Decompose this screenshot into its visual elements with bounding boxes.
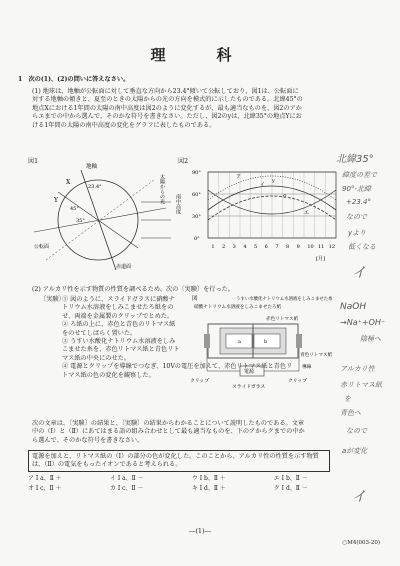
figure-2-chart (176, 164, 346, 264)
choice-o: オ Ⅰ c、Ⅱ ＋ (28, 485, 62, 492)
experiment-steps (62, 296, 293, 380)
apparatus-glass: スライドガラス (232, 385, 266, 390)
fig1-sun-label: 太陽からの光 (159, 174, 165, 204)
fig2-series-u: ウ (282, 194, 288, 200)
choice-ka: カ Ⅰ c、Ⅱ － (109, 485, 144, 492)
apparatus-b: b (264, 339, 268, 345)
handwritten-litmus: 赤リトマス紙 (340, 381, 382, 389)
handwritten-note-1: 緯度の差で (342, 171, 377, 179)
apparatus-clip-left: クリップ (190, 379, 209, 384)
handwritten-a-changes: aが変化 (342, 447, 368, 455)
fig2-ytick-90: 90° (192, 170, 201, 176)
handwritten-note-3: +23.4° (346, 198, 371, 206)
fig1-point-y: Y (54, 197, 58, 204)
fig1-axis-label: 地軸 (86, 164, 98, 170)
choice-a: ア Ⅰ a、Ⅱ ＋ (28, 475, 62, 482)
handwritten-note-2: 90°-北緯 (342, 185, 371, 193)
fig2-xtick: 1 (211, 244, 215, 250)
apparatus-clip-right: クリップ (288, 379, 307, 384)
fig1-angle-45: 45° (70, 206, 79, 212)
question-1-1-text: (1) 地球は、地軸が公転面に対して垂直な方向から23.4°傾いて公転しており、図1は、公転面に対する地軸の傾きと、夏至のときの太陽からの光の方向を模式的に示したものである。北緯45°の地点Xにおける1年間の太陽の南中高度は図2のように変化するが、最も適当なものを、図2のアからエまでの中から選んで、そのかな符号を書きなさい。ただし、図2のyは、北緯35°の地点Yにおける1年間の太陽の南中高度の変化をグラフに表したものである。 (32, 88, 303, 129)
handwritten-answer-2: イ (352, 489, 366, 505)
fig2-xtick: 11 (318, 244, 325, 250)
handwritten-n35: 北緯35° (336, 154, 374, 165)
choice-e: エ Ⅰ b、Ⅱ － (273, 475, 308, 482)
experiment-step-3: ③ うすい水酸化ナトリウム水溶液をしみこませた糸を、赤色リトマス紙と青色リトマス紙の中央にのせた。 (62, 338, 180, 362)
question-1-2-text: (2) アルカリ性を示す物質の性質を調べるため、次の〔実験〕を行った。 (32, 286, 235, 293)
fig2-ytick-0: 0° (194, 236, 200, 242)
experiment-apparatus (190, 294, 333, 390)
handwritten-blue: 青色へ (340, 409, 361, 417)
choice-u: ウ Ⅰ b、Ⅱ ＋ (191, 475, 226, 482)
apparatus-fig-label: 図 (192, 296, 198, 302)
page-title: 理 科 (150, 46, 250, 64)
fig2-xtick: 7 (275, 244, 279, 250)
fig2-xtick: 6 (264, 244, 268, 250)
fig2-xtick: 9 (296, 244, 300, 250)
fig2-series-a: ア (236, 174, 242, 180)
handwritten-cathode: 陰極へ (360, 335, 381, 343)
fig2-series-e: エ (304, 210, 310, 216)
choice-ki: キ Ⅰ d、Ⅱ ＋ (191, 485, 226, 492)
fig2-ytick-30: 30° (192, 214, 201, 220)
fig2-xtick: 8 (286, 244, 290, 250)
fig1-angle-35: 35° (76, 218, 85, 224)
fig1-equator-label: 赤道面 (116, 264, 132, 270)
handwritten-ions: →Na⁺+OH⁻ (340, 318, 386, 327)
fig2-xtick: 2 (222, 244, 226, 250)
choice-i: イ Ⅰ a、Ⅱ － (109, 475, 144, 482)
apparatus-paper-label: 硝酸ナトリウム水溶液をしみこませたろ紙 (194, 305, 282, 310)
answer-statement-text: 電源を加えと、リトマス紙の（Ⅰ）の部分の色が変化した。このことから、アルカリ性の性質を示す物質は、（Ⅱ）の電気をもったイオンであると考えられる。 (32, 453, 319, 469)
fig2-ytick-60: 60° (192, 192, 201, 198)
handwritten-naoh: NaOH (340, 302, 367, 312)
apparatus-red-label: 赤色リトマス紙 (266, 317, 299, 322)
handwritten-note-5: yより (348, 229, 367, 237)
apparatus-thread-label: うすい水酸化ナトリウム水溶液をしみこませた糸 (236, 297, 333, 302)
fig2-series-i: イ (260, 182, 266, 188)
experiment-step-1: ① 図のように、スライドガラスに硝酸ナトリウム水溶液をしみこませたろ紙をのせ、両端を金属製のクリップでとめた。 (62, 296, 175, 320)
exam-code: ○M4(003-20) (342, 540, 380, 546)
fig2-xtick: 3 (232, 244, 236, 250)
handwritten-answer-1: イ (352, 265, 366, 281)
experiment-label: 〔実験〕 (40, 296, 65, 303)
fig2-y-curve-label: y (272, 178, 275, 184)
handwritten-note-6: 低くなる (348, 243, 376, 251)
apparatus-blue-label: 青色リトマス紙 (300, 353, 333, 358)
apparatus-a: a (238, 339, 241, 345)
page-number: ―(1)― (188, 527, 212, 535)
figure-1-label: 図1 (28, 158, 39, 165)
fig1-orbit-label: 公転面 (34, 244, 50, 250)
figure-2-label: 図2 (178, 158, 189, 165)
figure-1-diagram (26, 162, 176, 272)
apparatus-power: 電源 (244, 369, 255, 375)
result-text: 次の文章は、〔実験〕の結果と、〔実験〕の結果からわかることについて説明したものである。文章中の（Ⅰ）と（Ⅱ）にあてはまる語の組み合わせとして最も適当なものを、下のアからクまでの中から選んで、そのかな符号を書きなさい。 (32, 420, 305, 444)
fig2-ylabel: 南中高度 (175, 194, 181, 214)
handwritten-note-4: なので (346, 213, 367, 221)
experiment-step-2: ② ろ紙の上に、赤色と青色のリトマス紙をのせてしばらく置いた。 (62, 321, 176, 337)
handwritten-wo: を (344, 395, 351, 403)
question-1-header: 1 次の(1)、(2)の問いに答えなさい。 (18, 76, 130, 83)
fig2-xtick: 4 (243, 244, 247, 250)
answer-statement-box (28, 450, 330, 472)
fig2-xunit: [月] (316, 256, 325, 262)
handwritten-nanode: なので (346, 427, 367, 435)
fig2-xtick: 10 (307, 244, 314, 250)
choice-ku: ク Ⅰ d、Ⅱ － (273, 485, 308, 492)
experiment-step-4: ④ 電源とクリップを導線でつなぎ、10Vの電圧を加えて、赤色リトマス紙と青色リトマス紙の色の変化を観察した。 (62, 363, 293, 379)
fig2-xtick: 12 (328, 244, 336, 250)
apparatus-wire: 導線 (302, 365, 312, 370)
fig1-point-x: X (66, 179, 71, 186)
answer-choices (28, 474, 376, 494)
fig2-xtick: 5 (254, 244, 258, 250)
handwritten-alkali: アルカリ性 (340, 365, 375, 373)
fig1-angle-23: 23.4° (88, 184, 102, 190)
